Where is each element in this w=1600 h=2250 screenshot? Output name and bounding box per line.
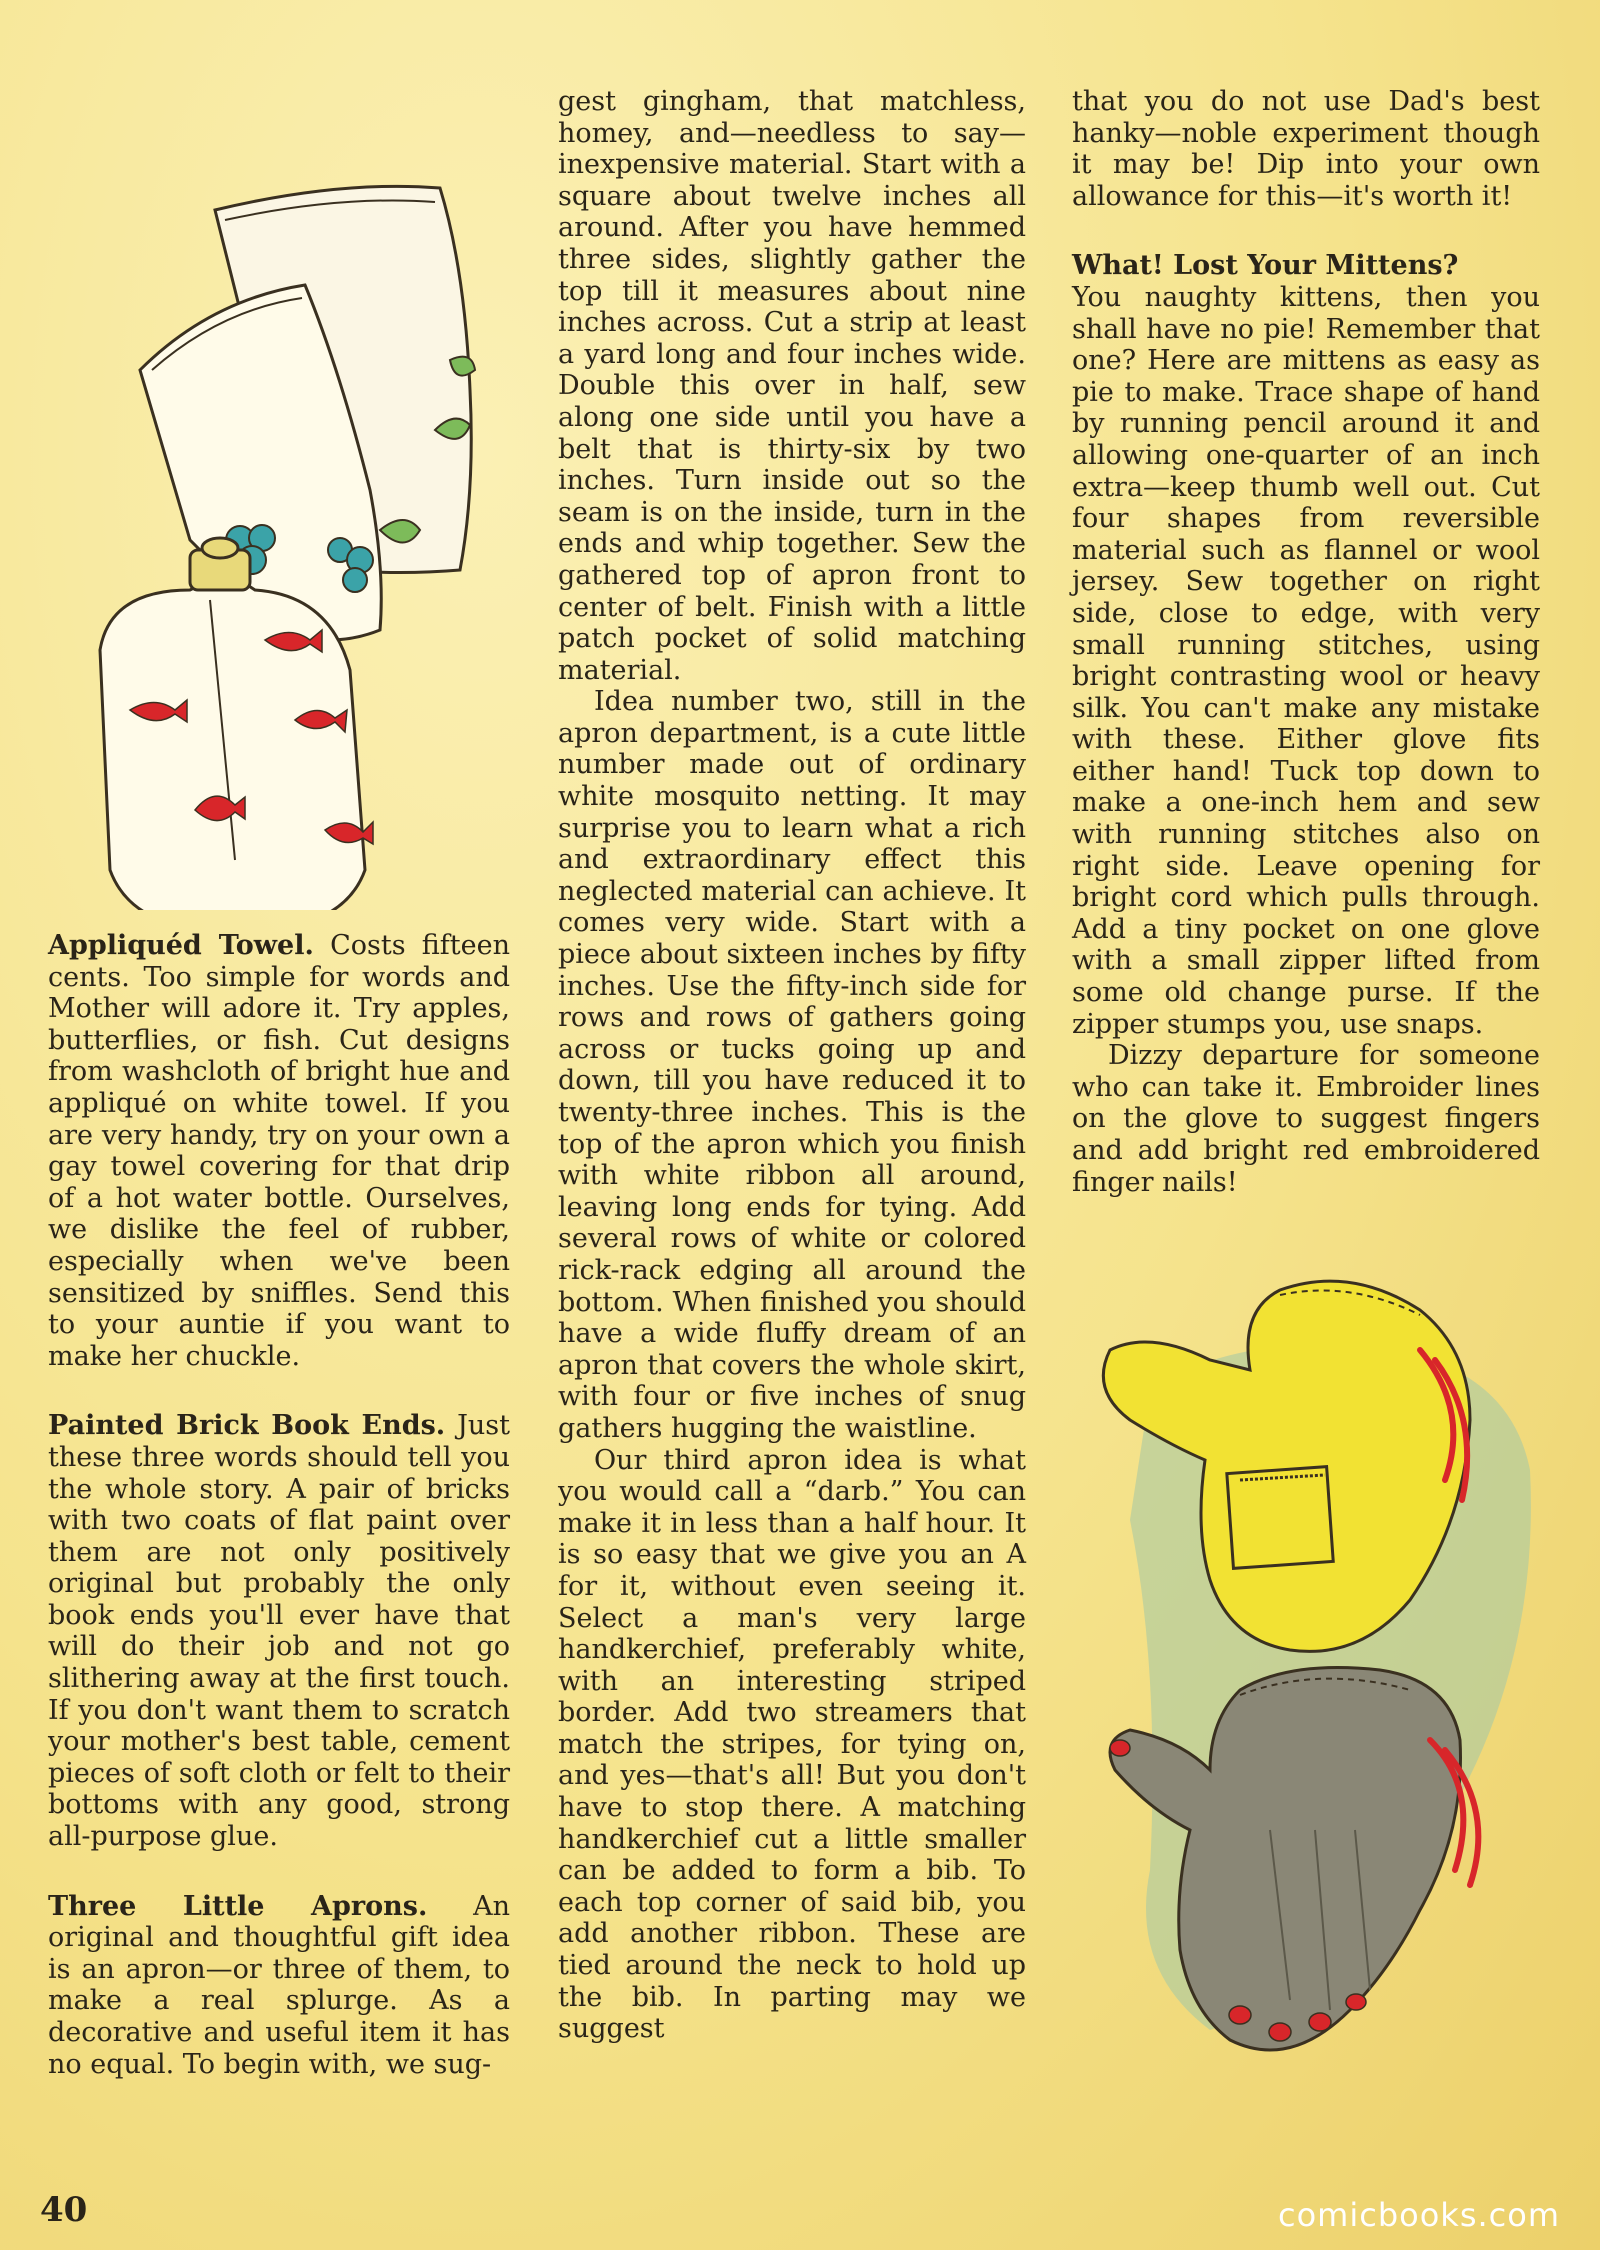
mittens-illustration (1090, 1270, 1560, 2100)
col2-paragraph-1: gest gingham, that matchless, homey, and—needless to say—inexpensive material. Start with a square about twelve inches all around. After you have hemmed three sides, slightly gather the top till it measures about nine inches across. Cut a strip at least a yard long and four inches wide. Double this over in half, sew along one side until you have a belt that is thirty-six by two inches. Turn inside out so the seam is on the inside, turn in the ends and whip together. Sew the gathered top of apron front to center of belt. Finish with a little patch pocket of solid matching material. (558, 86, 1026, 686)
zipper-pocket (1227, 1467, 1333, 1569)
aprons-heading: Three Little Aprons. (48, 1890, 428, 1922)
col3-paragraph-2: You naughty kittens, then you shall have no pie! Remember that one? Here are mittens as easy as pie to make. Trace shape of hand by running pencil around it and allowing one-quarter of an inch extra—keep thumb well out. Cut four shapes from reversible material such as flannel or wool jersey. Sew together on right side, close to edge, with very small running stitches, using bright contrasting wool or heavy silk. You can't make any mistake with these. Either glove fits either hand! Tuck top down to make a one-inch hem and sew with running stitches also on right side. Leave opening for bright cord which pulls through. Add a tiny pocket on one glove with a small zipper lifted from some old change purse. If the zipper stumps you, use snaps. (1072, 281, 1540, 1040)
bookends-body: Just these three words should tell you the whole story. A pair of bricks with two coats of flat paint over them are not only positively original but probably the only book ends you'll ever have that will do their job and not go slithering away at the first touch. If you don't want them to scratch your mother's best table, cement pieces of soft cloth or felt to their bottoms with any good, strong all-purpose glue. (48, 1410, 511, 1853)
column-3 (1072, 86, 1540, 1198)
hot-water-bottle (100, 580, 365, 910)
mittens-heading: What! Lost Your Mittens? (1072, 250, 1459, 282)
column-2 (558, 86, 1026, 2045)
col2-paragraph-3: Our third apron idea is what you would call a “darb.” You can make it in less than a half hour. It is so easy that we give you an A for it, without even seeing it. Select a man's very large handkerchief, preferably white, with an interesting striped border. Add two streamers that match the stripes, for tying on, and yes—that's all! But you don't have to stop there. A matching handkerchief cut a little smaller can be added to form a bib. To each top corner of said bib, you add another ribbon. These are tied around the neck to hold up the bib. In parting may we suggest (558, 1444, 1026, 2045)
col3-paragraph-1: that you do not use Dad's best hanky—noble experiment though it may be! Dip into your own allowance for this—it's worth it! (1072, 86, 1540, 212)
column-1 (48, 930, 510, 2080)
bookends-heading: Painted Brick Book Ends. (48, 1410, 446, 1442)
aprons-body: An original and thoughtful gift idea is an apron—or three of them, to make a real splurge. As a decorative and useful item it has no equal. To begin with, we sug- (48, 1890, 510, 2080)
page-number: 40 (40, 2190, 88, 2230)
col2-paragraph-2: Idea number two, still in the apron department, is a cute little number made out of ordinary white mosquito netting. It may surprise you to learn what a rich and extraordinary effect this neglected material can achieve. It comes very wide. Start with a piece about sixteen inches by fifty inches. Use the fifty-inch side for rows and rows of gathers going across or tucks going up and down, till you have reduced it to twenty-three inches. This is the top of the apron which you finish with white ribbon all around, leaving long ends for tying. Add several rows of white or colored rick-rack edging all around the bottom. When finished you should have a wide fluffy dream of an apron that covers the whole skirt, with four or five inches of snug gathers hugging the waistline. (558, 686, 1026, 1444)
towel-body: Costs fifteen cents. Too simple for words and Mother will adore it. Try apples, butterflies, or fish. Cut designs from washcloth of bright hue and appliqué on white towel. If you are very handy, try on your own a gay towel covering for that drip of a hot water bottle. Ourselves, we dislike the feel of rubber, especially when we've been sensitized by sniffles. Send this to your auntie if you want to make her chuckle. (48, 930, 510, 1372)
towel-heading: Appliquéd Towel. (48, 930, 314, 961)
watermark: comicbooks.com (1277, 2196, 1560, 2234)
col3-paragraph-3: Dizzy departure for someone who can take it. Embroider lines on the glove to suggest fingers and add bright red embroidered finger nails! (1072, 1040, 1540, 1198)
towel-and-bottle-illustration (40, 70, 510, 910)
